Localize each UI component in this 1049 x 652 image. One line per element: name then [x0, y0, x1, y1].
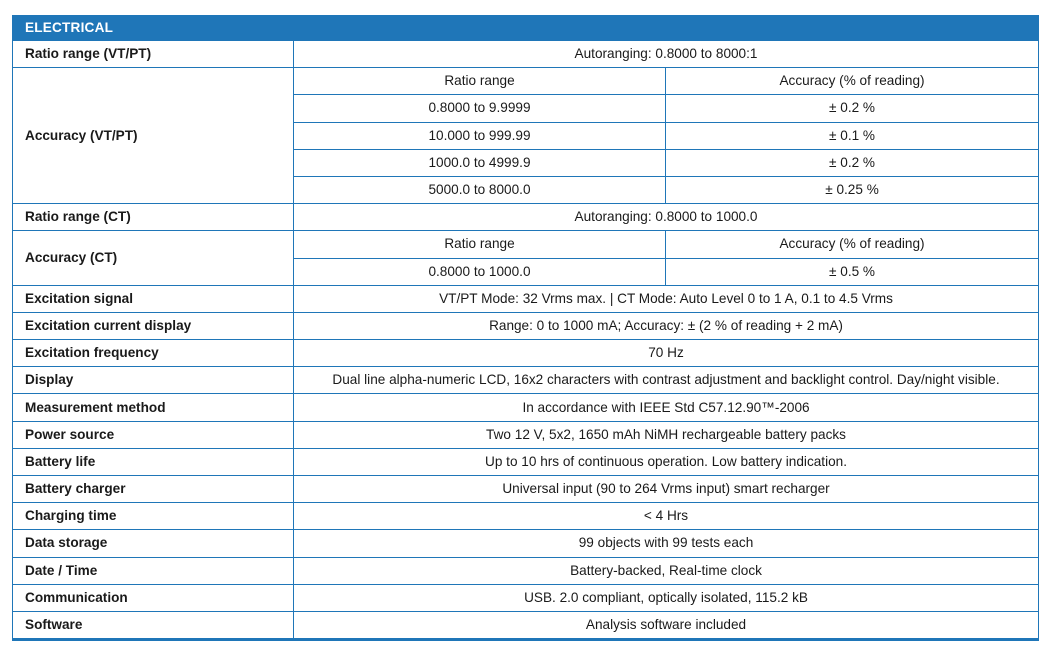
spec-row: [13, 557, 1039, 584]
spec-value: Battery-backed, Real-time clock: [294, 557, 1039, 584]
section-header-row: [13, 16, 1039, 41]
spec-row: [13, 611, 1039, 639]
ratio-range-cell: 0.8000 to 1000.0: [294, 258, 666, 285]
spec-label: Charging time: [13, 503, 294, 530]
spec-label: Power source: [13, 421, 294, 448]
spec-value: Autoranging: 0.8000 to 1000.0: [294, 204, 1039, 231]
accuracy-vtpt-header-row: [13, 68, 1039, 95]
spec-value: 99 objects with 99 tests each: [294, 530, 1039, 557]
spec-value: Analysis software included: [294, 611, 1039, 639]
spec-value: USB. 2.0 compliant, optically isolated, 115.2 kB: [294, 584, 1039, 611]
spec-row-ratio-ct: [13, 204, 1039, 231]
spec-value: Universal input (90 to 264 Vrms input) smart recharger: [294, 476, 1039, 503]
spec-value: Autoranging: 0.8000 to 8000:1: [294, 41, 1039, 68]
spec-row: [13, 367, 1039, 394]
subtable-col-header: Ratio range: [294, 68, 666, 95]
spec-value: Up to 10 hrs of continuous operation. Low battery indication.: [294, 448, 1039, 475]
electrical-spec-table: [12, 15, 1039, 641]
ratio-range-cell: 5000.0 to 8000.0: [294, 176, 666, 203]
ratio-range-cell: 0.8000 to 9.9999: [294, 95, 666, 122]
spec-label: Software: [13, 611, 294, 639]
accuracy-cell: ± 0.2 %: [666, 149, 1039, 176]
spec-row: [13, 503, 1039, 530]
spec-label: Excitation signal: [13, 285, 294, 312]
subtable-col-header: Accuracy (% of reading): [666, 68, 1039, 95]
spec-value: 70 Hz: [294, 340, 1039, 367]
spec-value: Dual line alpha-numeric LCD, 16x2 characters with contrast adjustment and backlight control. Day/night visible.: [294, 367, 1039, 394]
accuracy-cell: ± 0.5 %: [666, 258, 1039, 285]
spec-value: VT/PT Mode: 32 Vrms max. | CT Mode: Auto Level 0 to 1 A, 0.1 to 4.5 Vrms: [294, 285, 1039, 312]
spec-label: Excitation frequency: [13, 340, 294, 367]
ratio-range-cell: 10.000 to 999.99: [294, 122, 666, 149]
spec-value: Two 12 V, 5x2, 1650 mAh NiMH rechargeable battery packs: [294, 421, 1039, 448]
spec-row: [13, 584, 1039, 611]
spec-row: [13, 312, 1039, 339]
spec-label: Communication: [13, 584, 294, 611]
accuracy-ct-header-row: [13, 231, 1039, 258]
spec-label-accuracy-ct: Accuracy (CT): [13, 231, 294, 285]
spec-label: Battery life: [13, 448, 294, 475]
spec-row: [13, 394, 1039, 421]
spec-label: Ratio range (VT/PT): [13, 41, 294, 68]
subtable-col-header: Ratio range: [294, 231, 666, 258]
spec-label: Data storage: [13, 530, 294, 557]
spec-value: Range: 0 to 1000 mA; Accuracy: ± (2 % of reading + 2 mA): [294, 312, 1039, 339]
accuracy-cell: ± 0.25 %: [666, 176, 1039, 203]
spec-label: Date / Time: [13, 557, 294, 584]
spec-label: Excitation current display: [13, 312, 294, 339]
spec-value: In accordance with IEEE Std C57.12.90™-2006: [294, 394, 1039, 421]
spec-label: Measurement method: [13, 394, 294, 421]
spec-value: < 4 Hrs: [294, 503, 1039, 530]
spec-row-ratio-vtpt: [13, 41, 1039, 68]
spec-label: Ratio range (CT): [13, 204, 294, 231]
spec-label-accuracy-vtpt: Accuracy (VT/PT): [13, 68, 294, 204]
spec-label: Battery charger: [13, 476, 294, 503]
section-title: ELECTRICAL: [13, 16, 1039, 41]
spec-row: [13, 285, 1039, 312]
spec-row: [13, 421, 1039, 448]
accuracy-cell: ± 0.1 %: [666, 122, 1039, 149]
spec-row: [13, 340, 1039, 367]
ratio-range-cell: 1000.0 to 4999.9: [294, 149, 666, 176]
spec-row: [13, 448, 1039, 475]
accuracy-cell: ± 0.2 %: [666, 95, 1039, 122]
spec-label: Display: [13, 367, 294, 394]
subtable-col-header: Accuracy (% of reading): [666, 231, 1039, 258]
spec-row: [13, 530, 1039, 557]
spec-row: [13, 476, 1039, 503]
